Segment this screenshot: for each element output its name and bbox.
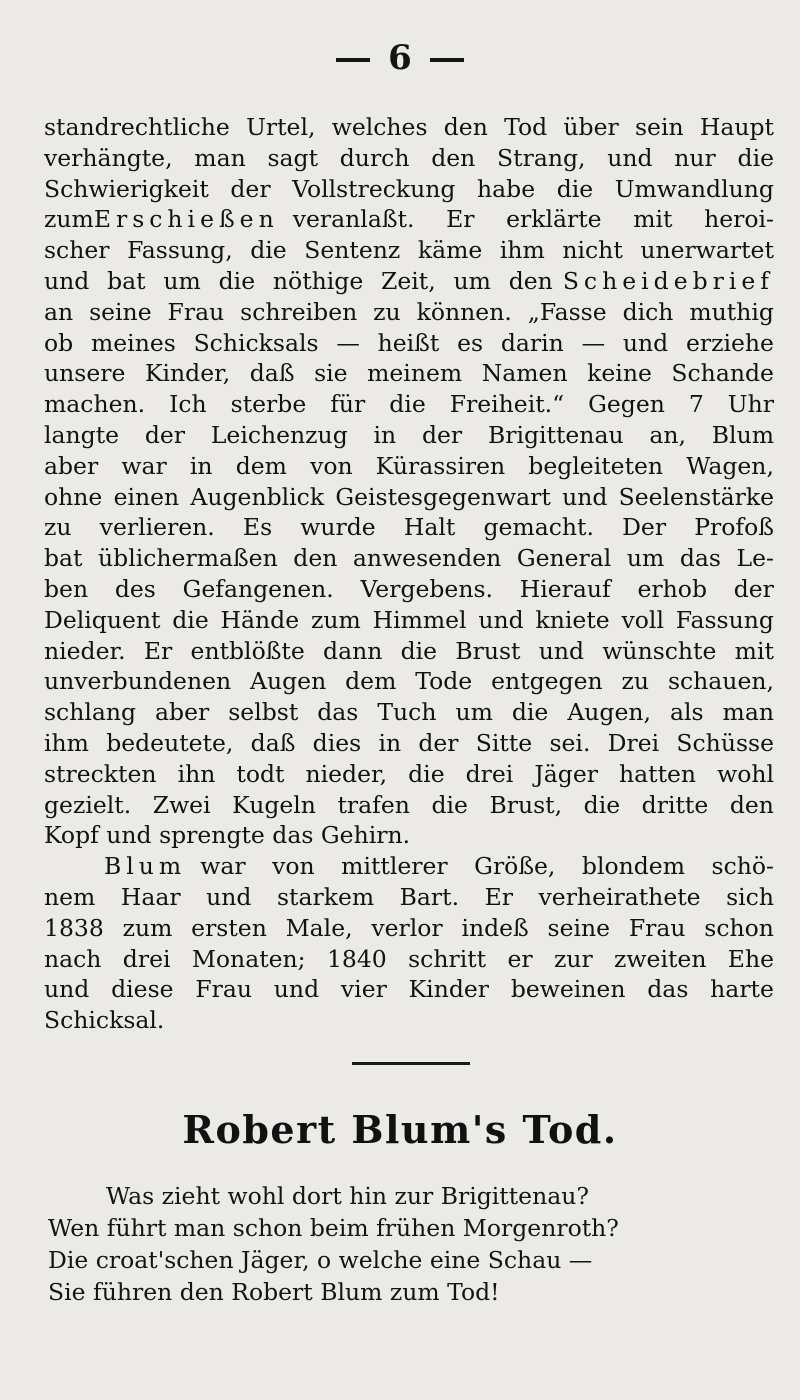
text-line: [44, 759, 774, 790]
text-word: Haar: [120, 882, 181, 911]
text-word: unsere: [44, 359, 126, 388]
text-word: die: [511, 698, 549, 727]
text-word: bedeutete,: [106, 728, 234, 757]
text-word: Hände: [220, 605, 300, 634]
text-word: streckten: [44, 759, 157, 788]
text-line: [44, 420, 774, 451]
text-word: Kürassiren: [375, 451, 506, 480]
text-word: um: [626, 544, 665, 573]
text-word: man: [194, 143, 246, 172]
text-word: entblößte: [190, 636, 305, 665]
text-word: dem: [235, 451, 287, 480]
text-word: 7: [688, 390, 704, 419]
text-word: Der: [622, 513, 667, 542]
text-word: die: [389, 390, 426, 419]
text-word: —: [581, 328, 606, 357]
text-word: Le-: [736, 544, 774, 573]
text-word: Strang,: [497, 143, 586, 172]
text-word: 1840: [326, 944, 387, 973]
text-word: erklärte: [506, 205, 602, 234]
text-word: Augenblick: [190, 482, 325, 511]
text-word: den: [443, 113, 488, 141]
section-divider: [352, 1062, 470, 1065]
text-word: Hierauf: [519, 574, 611, 603]
text-word: und: [478, 605, 524, 634]
page-number: [0, 38, 800, 78]
text-word: an: [44, 297, 74, 326]
text-word: machen.: [44, 390, 146, 419]
text-word: und: [44, 975, 90, 1004]
poem: [48, 1180, 748, 1308]
text-word: zum: [44, 205, 94, 234]
text-word: Frau: [195, 975, 253, 1004]
text-word: Seelenstärke: [618, 482, 774, 511]
text-word: Zeit,: [381, 266, 436, 295]
text-word: blondem: [581, 852, 685, 881]
text-word: welches: [331, 113, 428, 141]
text-word: entgegen: [491, 667, 603, 696]
text-word: Haupt: [699, 113, 774, 141]
text-word: dich: [622, 297, 674, 326]
text-word: es: [457, 328, 484, 357]
text-word: sei.: [549, 728, 591, 757]
text-word: zu: [44, 513, 72, 542]
text-word: trafen: [337, 790, 410, 819]
text-word: ben: [44, 574, 89, 603]
text-word: um: [455, 698, 493, 727]
emphasized-word: Scheidebrief: [562, 266, 774, 295]
text-phrase: [293, 204, 774, 235]
text-word: Monaten;: [191, 944, 306, 973]
text-word: war: [200, 852, 246, 881]
text-line: [44, 451, 774, 482]
text-word: und: [607, 143, 653, 172]
text-word: von: [272, 852, 315, 881]
text-word: Frau: [167, 297, 225, 326]
text-line: [44, 297, 774, 328]
text-word: Profoß: [694, 513, 774, 542]
text-word: Halt: [403, 513, 456, 542]
text-word: kniete: [535, 605, 610, 634]
text-word: Namen: [481, 359, 568, 388]
emphasized-word: Erschießen: [93, 205, 279, 234]
text-word: die: [408, 759, 445, 788]
text-line: [44, 605, 774, 636]
text-word: Ehe: [727, 944, 774, 973]
text-word: zum: [122, 913, 173, 942]
text-word: Größe,: [474, 852, 556, 881]
text-word: sich: [726, 882, 774, 911]
text-word: einen: [113, 482, 180, 511]
text-word: zur: [553, 944, 593, 973]
text-line: [44, 328, 774, 359]
text-word: verlieren.: [99, 513, 215, 542]
text-word: und: [44, 266, 90, 295]
text-word: Vollstreckung: [292, 174, 456, 203]
text-line: [44, 728, 774, 759]
poem-line: Was zieht wohl dort hin zur Brigittenau?: [106, 1182, 589, 1210]
text-word: Vergebens.: [360, 574, 494, 603]
text-word: Gefangenen.: [182, 574, 334, 603]
text-word: beweinen: [510, 975, 626, 1004]
text-word: zu: [373, 297, 401, 326]
text-word: Gegen: [588, 390, 665, 419]
text-word: die: [431, 790, 468, 819]
text-word: der: [144, 420, 186, 449]
text-word: er: [507, 944, 533, 973]
text-word: schö-: [711, 852, 774, 881]
text-word: der: [421, 420, 463, 449]
text-word: gezielt.: [44, 790, 132, 819]
text-word: Kinder: [408, 975, 490, 1004]
text-word: durch: [339, 143, 410, 172]
text-line: [44, 882, 774, 913]
text-word: Leichenzug: [210, 420, 348, 449]
text-word: erhob: [637, 574, 707, 603]
text-word: Sitte: [475, 728, 533, 757]
text-word: meines: [90, 328, 176, 357]
text-word: Geistesgegenwart: [335, 482, 551, 511]
text-line: Kopf und sprengte das Gehirn.: [44, 821, 411, 850]
text-word: hatten: [618, 759, 697, 788]
text-word: von: [310, 451, 353, 480]
text-word: Freiheit.“: [449, 390, 565, 419]
text-word: langte: [44, 420, 120, 449]
text-word: Augen: [250, 667, 327, 696]
text-line: [44, 913, 774, 944]
text-word: zweiten: [614, 944, 707, 973]
text-word: Er: [446, 205, 475, 234]
text-line: [44, 697, 774, 728]
text-word: seine: [89, 297, 152, 326]
text-word: gemacht.: [483, 513, 594, 542]
text-word: daß: [250, 728, 296, 757]
text-word: erziehe: [685, 328, 774, 357]
text-word: Wagen,: [686, 451, 774, 480]
text-word: harte: [710, 975, 774, 1004]
text-word: die: [172, 605, 209, 634]
text-word: wohl: [717, 759, 774, 788]
text-word: sein: [634, 113, 684, 141]
poem-line: Die croat'schen Jäger, o welche eine Schau —: [48, 1246, 593, 1274]
text-line: [44, 112, 774, 143]
text-line: [44, 204, 774, 235]
text-word: für: [330, 390, 366, 419]
text-word: —: [336, 328, 360, 357]
text-word: den: [508, 266, 553, 295]
text-word: in: [373, 420, 397, 449]
text-word: Urtel,: [246, 113, 316, 141]
main-text: [44, 112, 774, 1036]
text-word: nieder,: [305, 759, 388, 788]
text-word: Fassung,: [127, 236, 233, 265]
text-word: heißt: [377, 328, 440, 357]
text-word: üblichermaßen: [98, 544, 278, 573]
text-word: unerwartet: [640, 236, 774, 265]
text-word: todt: [236, 759, 285, 788]
text-word: dann: [323, 636, 383, 665]
text-word: ersten: [191, 913, 267, 942]
text-phrase: [200, 851, 774, 882]
text-line: [44, 543, 774, 574]
text-word: nicht: [562, 236, 623, 265]
text-word: sterbe: [230, 390, 307, 419]
text-word: starkem: [276, 882, 375, 911]
text-word: mittlerer: [341, 852, 448, 881]
text-word: und: [562, 482, 608, 511]
text-word: die: [556, 174, 594, 203]
text-word: aber: [155, 698, 210, 727]
text-word: Kugeln: [232, 790, 316, 819]
text-word: den: [431, 143, 476, 172]
text-word: um: [163, 266, 201, 295]
text-word: Frau: [628, 913, 686, 942]
text-word: schreiben: [240, 297, 358, 326]
text-word: mit: [633, 205, 673, 234]
text-word: Er: [484, 882, 513, 911]
text-word: das: [679, 544, 721, 573]
text-word: Fassung: [675, 605, 774, 634]
text-word: das: [647, 975, 689, 1004]
text-line: [44, 482, 774, 513]
text-line: Schicksal.: [44, 1006, 165, 1035]
text-word: man: [722, 698, 774, 727]
text-word: Tuch: [377, 698, 437, 727]
text-word: dies: [312, 728, 362, 757]
text-word: verheirathete: [538, 882, 701, 911]
text-word: wurde: [300, 513, 376, 542]
text-word: habe: [477, 174, 536, 203]
text-word: den: [293, 544, 338, 573]
text-word: Zwei: [152, 790, 211, 819]
text-word: Ich: [169, 390, 207, 419]
text-line: [44, 790, 774, 821]
text-word: um: [453, 266, 491, 295]
text-word: Es: [242, 513, 273, 542]
text-word: zu: [621, 667, 650, 696]
text-word: die: [737, 143, 774, 172]
text-word: verhängte,: [44, 143, 173, 172]
text-word: unverbundenen: [44, 667, 232, 696]
page-number-dash-right: [430, 58, 464, 62]
text-word: und: [206, 882, 252, 911]
text-word: nieder.: [44, 636, 126, 665]
text-word: ohne: [44, 482, 103, 511]
text-word: die: [400, 636, 438, 665]
text-word: Brust,: [489, 790, 563, 819]
text-word: verlor: [371, 913, 443, 942]
text-word: aber: [44, 451, 99, 480]
text-word: mit: [734, 636, 774, 665]
text-word: Brigittenau: [487, 420, 624, 449]
text-word: der: [418, 728, 459, 757]
text-word: muthig: [689, 297, 774, 326]
text-word: nem: [44, 882, 96, 911]
text-word: Bart.: [399, 882, 460, 911]
text-word: Tod: [504, 113, 548, 141]
text-word: General: [516, 544, 612, 573]
text-word: Schande: [671, 359, 774, 388]
text-word: drei: [465, 759, 514, 788]
text-line: [44, 266, 774, 297]
poem-line: Sie führen den Robert Blum zum Tod!: [48, 1278, 500, 1306]
text-phrase: [44, 266, 553, 297]
text-word: keine: [587, 359, 652, 388]
text-word: darin: [500, 328, 564, 357]
text-word: Schicksals: [193, 328, 319, 357]
text-word: käme: [417, 236, 483, 265]
text-word: können.: [416, 297, 512, 326]
text-word: in: [378, 728, 402, 757]
text-word: zum: [310, 605, 361, 634]
text-word: nach: [44, 944, 102, 973]
text-line: [44, 174, 774, 205]
text-word: als: [669, 698, 704, 727]
text-word: bat: [107, 266, 146, 295]
text-word: scher: [44, 236, 110, 265]
poem-title: Robert Blum's Tod.: [182, 1107, 618, 1152]
text-word: ob: [44, 328, 74, 357]
text-word: Jäger: [534, 759, 598, 788]
text-word: die: [583, 790, 621, 819]
text-word: Schüsse: [676, 728, 774, 757]
text-word: nur: [674, 143, 716, 172]
text-line: [44, 389, 774, 420]
text-word: meinem: [367, 359, 463, 388]
text-word: anwesenden: [352, 544, 502, 573]
text-line: [44, 512, 774, 543]
text-word: veranlaßt.: [292, 205, 415, 234]
text-word: heroi-: [704, 205, 774, 234]
text-word: daß: [249, 359, 295, 388]
text-word: in: [189, 451, 213, 480]
text-word: sie: [314, 359, 348, 388]
text-word: war: [121, 451, 167, 480]
text-word: Sentenz: [304, 236, 401, 265]
text-word: schon: [704, 913, 774, 942]
text-word: Schwierigkeit: [44, 174, 209, 203]
text-word: der: [733, 574, 774, 603]
text-word: Brust: [455, 636, 521, 665]
text-word: Male,: [285, 913, 353, 942]
text-line: [44, 666, 774, 697]
text-line: [44, 851, 774, 882]
text-word: Himmel: [372, 605, 467, 634]
text-word: und: [622, 328, 669, 357]
text-word: über: [563, 113, 619, 141]
text-line: [44, 235, 774, 266]
text-word: Kinder,: [144, 359, 231, 388]
text-word: Blum: [711, 420, 774, 449]
text-word: schritt: [408, 944, 487, 973]
text-word: wünschte: [602, 636, 717, 665]
text-word: die: [218, 266, 256, 295]
text-word: den: [729, 790, 774, 819]
text-line: [44, 636, 774, 667]
text-word: ihm: [499, 236, 545, 265]
text-word: indeß: [461, 913, 529, 942]
text-word: Drei: [607, 728, 660, 757]
text-word: Augen,: [567, 698, 651, 727]
text-word: begleiteten: [528, 451, 664, 480]
text-word: standrechtliche: [44, 113, 230, 141]
text-line: [44, 143, 774, 174]
text-word: drei: [122, 944, 171, 973]
text-word: und: [273, 975, 320, 1004]
text-line: [44, 974, 774, 1005]
text-word: ihm: [44, 728, 89, 757]
text-word: Tode: [415, 667, 473, 696]
text-word: ihn: [177, 759, 216, 788]
text-word: an,: [649, 420, 686, 449]
text-word: selbst: [228, 698, 299, 727]
text-word: der: [230, 174, 271, 203]
text-word: dritte: [641, 790, 709, 819]
text-word: Er: [143, 636, 173, 665]
text-line: [44, 574, 774, 605]
text-word: die: [250, 236, 287, 265]
text-word: und: [538, 636, 585, 665]
text-word: Deliquent: [44, 605, 161, 634]
text-word: dem: [345, 667, 397, 696]
text-word: 1838: [44, 913, 104, 942]
text-word: Umwandlung: [614, 174, 774, 203]
text-word: bat: [44, 544, 83, 573]
text-word: diese: [111, 975, 174, 1004]
text-line: [44, 358, 774, 389]
page-number-dash-left: [336, 58, 370, 62]
poem-line: Wen führt man schon beim frühen Morgenroth?: [48, 1214, 619, 1242]
page-number-value: 6: [388, 38, 412, 78]
text-word: schlang: [44, 698, 137, 727]
text-word: das: [317, 698, 359, 727]
text-word: schauen,: [667, 667, 774, 696]
text-word: voll: [621, 605, 664, 634]
emphasized-word: Blum: [104, 852, 187, 881]
text-word: des: [114, 574, 156, 603]
text-word: „Fasse: [527, 297, 607, 326]
text-word: vier: [340, 975, 387, 1004]
text-line: [44, 944, 774, 975]
text-word: seine: [547, 913, 611, 942]
text-word: sagt: [267, 143, 319, 172]
text-word: nöthige: [272, 266, 364, 295]
text-word: Uhr: [727, 390, 774, 419]
